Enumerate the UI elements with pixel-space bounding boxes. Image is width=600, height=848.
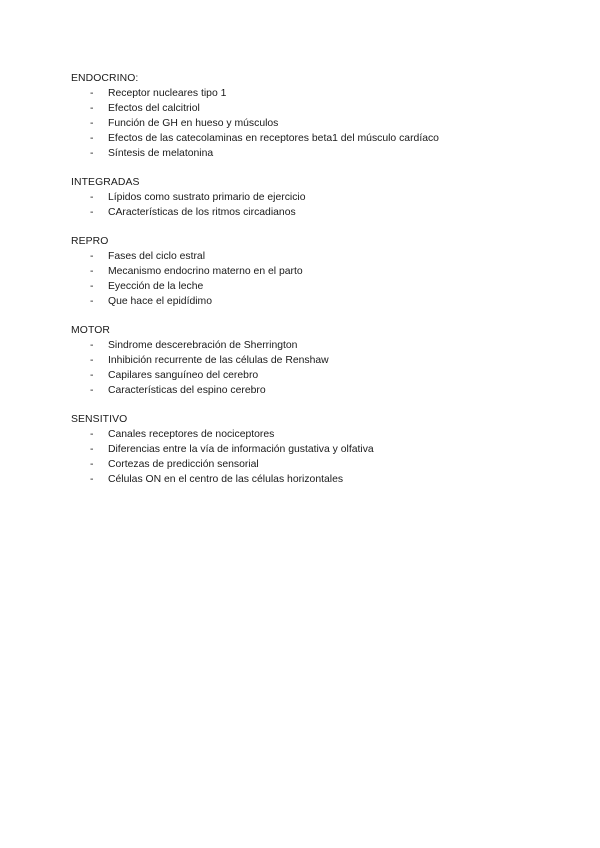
bullet-dash: - [90,281,94,292]
list-item [71,457,541,472]
section-title: MOTOR [71,325,110,336]
list-item-text: Efectos del calcitriol [108,103,200,114]
list-item-text: Que hace el epidídimo [108,296,212,307]
bullet-dash: - [90,429,94,440]
list-item [71,190,541,205]
list-item [71,353,541,368]
list-item [71,472,541,487]
bullet-dash: - [90,444,94,455]
bullet-dash: - [90,251,94,262]
bullet-dash: - [90,340,94,351]
list-item [71,116,541,131]
section-motor [71,323,541,398]
list-item [71,264,541,279]
bullet-dash: - [90,207,94,218]
bullet-dash: - [90,385,94,396]
list-item-text: Características del espino cerebro [108,385,266,396]
list-item-text: Cortezas de predicción sensorial [108,459,259,470]
list-item-text: Diferencias entre la vía de información gustativa y olfativa [108,444,374,455]
section-title: SENSITIVO [71,414,128,425]
bullet-dash: - [90,355,94,366]
list-item [71,249,541,264]
list-item [71,383,541,398]
list-item-text: Mecanismo endocrino materno en el parto [108,266,303,277]
bullet-dash: - [90,103,94,114]
section-title: ENDOCRINO: [71,73,139,84]
document-content [71,71,541,501]
list-item-text: Lípidos como sustrato primario de ejercicio [108,192,306,203]
bullet-dash: - [90,266,94,277]
list-item-text: CAracterísticas de los ritmos circadianos [108,207,296,218]
section-endocrino [71,71,541,161]
bullet-dash: - [90,370,94,381]
bullet-dash: - [90,474,94,485]
section-title: REPRO [71,236,109,247]
list-item [71,442,541,457]
list-item [71,279,541,294]
list-item [71,294,541,309]
list-item [71,146,541,161]
list-item-text: Sindrome descerebración de Sherrington [108,340,298,351]
list-item [71,427,541,442]
list-item [71,368,541,383]
section-repro [71,234,541,309]
list-item [71,205,541,220]
list-item [71,338,541,353]
bullet-dash: - [90,88,94,99]
list-item [71,131,541,146]
section-integradas [71,175,541,220]
list-item [71,101,541,116]
list-item-text: Función de GH en hueso y músculos [108,118,279,129]
list-item-text: Eyección de la leche [108,281,204,292]
list-item-text: Fases del ciclo estral [108,251,206,262]
list-item-text: Capilares sanguíneo del cerebro [108,370,259,381]
list-item-text: Efectos de las catecolaminas en receptores beta1 del músculo cardíaco [108,133,439,144]
bullet-dash: - [90,118,94,129]
section-title: INTEGRADAS [71,177,140,188]
section-sensitivo [71,412,541,487]
bullet-dash: - [90,459,94,470]
list-item-text: Receptor nucleares tipo 1 [108,88,227,99]
list-item-text: Inhibición recurrente de las células de Renshaw [108,355,329,366]
bullet-dash: - [90,296,94,307]
list-item-text: Células ON en el centro de las células horizontales [108,474,344,485]
list-item-text: Canales receptores de nociceptores [108,429,275,440]
bullet-dash: - [90,192,94,203]
bullet-dash: - [90,133,94,144]
list-item-text: Síntesis de melatonina [108,148,214,159]
list-item [71,86,541,101]
bullet-dash: - [90,148,94,159]
